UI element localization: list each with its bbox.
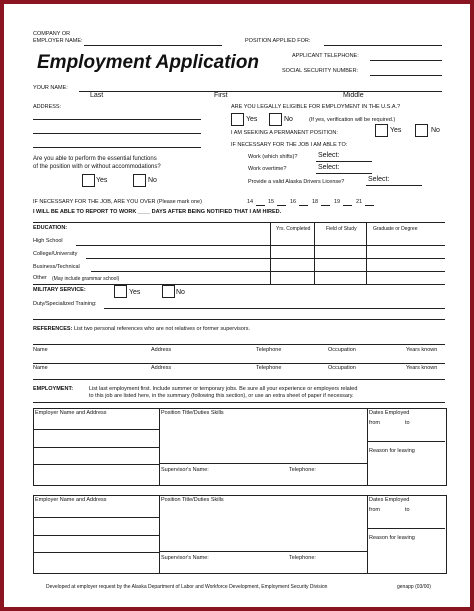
employment-text-2: to this job are listed here, in the summary (following this section), or use an extra sheet of paper if necessary. — [89, 393, 354, 399]
telephone-1-label: Telephone: — [289, 467, 316, 473]
your-name-label: YOUR NAME: — [33, 85, 68, 91]
ssn-field[interactable] — [370, 75, 442, 76]
address-line-1[interactable] — [33, 119, 201, 120]
permanent-yes-checkbox[interactable] — [375, 124, 388, 137]
age-16[interactable]: 16 — [290, 199, 297, 205]
footer-code: genapp (03/00) — [397, 584, 431, 590]
to-2-label: to — [405, 507, 410, 513]
reference-1-field[interactable] — [33, 344, 445, 345]
permanent-no-checkbox[interactable] — [415, 124, 428, 137]
ref1-col-years: Years known — [406, 347, 438, 353]
permanent-position-label: I AM SEEKING A PERMANENT POSITION: — [231, 130, 338, 136]
eligible-yes-checkbox[interactable] — [231, 113, 244, 126]
employer-field[interactable] — [84, 45, 222, 46]
functions-yes-label: Yes — [96, 177, 108, 184]
name-field[interactable] — [79, 91, 442, 92]
functions-question-line2: of the position with or without accommodations? — [33, 164, 161, 170]
functions-question-line1: Are you able to perform the essential functions — [33, 156, 157, 162]
shifts-select[interactable]: Select: — [318, 152, 340, 159]
references-intro — [33, 326, 250, 332]
report-to-work-text: I WILL BE ABLE TO REPORT TO WORK ____ DAYS AFTER BEING NOTIFIED THAT I AM HIRED. — [33, 209, 282, 215]
references-title: REFERENCES: — [33, 326, 73, 332]
drivers-license-label: Provide a valid Alaska Drivers License? — [248, 179, 345, 185]
ref2-col-years: Years known — [406, 365, 438, 371]
edu-row-business-technical: Business/Technical — [33, 264, 80, 270]
footer-text: Developed at employer request by the Alaska Department of Labor and Workforce Development, Employment Security Division — [46, 584, 328, 590]
supervisor-2-label: Supervisor's Name: — [161, 555, 209, 561]
from-2-label: from — [369, 507, 380, 513]
page-title: Employment Application — [37, 52, 260, 73]
education-title: EDUCATION: — [33, 225, 68, 231]
permanent-yes-label: Yes — [390, 127, 402, 134]
age-question: IF NECESSARY FOR THE JOB, ARE YOU OVER (Please mark one) — [33, 199, 202, 205]
age-14[interactable]: 14 — [247, 199, 254, 205]
ref2-col-address: Address — [151, 365, 172, 371]
employer-label: EMPLOYER NAME: — [33, 38, 83, 44]
eligibility-question: ARE YOU LEGALLY ELIGIBLE FOR EMPLOYMENT IN THE U.S.A.? — [231, 104, 401, 110]
age-15[interactable]: 15 — [268, 199, 275, 205]
permanent-no-label: No — [431, 127, 440, 134]
dates-2-label: Dates Employed — [369, 497, 410, 503]
address-line-2[interactable] — [33, 133, 201, 134]
col-years-completed: Yrs. Completed — [276, 226, 311, 232]
ref2-col-occupation: Occupation — [328, 365, 356, 371]
verification-note: (If yes, verification will be required.) — [309, 117, 396, 123]
reason-2-label: Reason for leaving — [369, 535, 415, 541]
ref1-col-occupation: Occupation — [328, 347, 356, 353]
ref2-col-name: Name — [33, 365, 48, 371]
address-line-3[interactable] — [33, 147, 201, 148]
functions-no-label: No — [148, 177, 157, 184]
edu-row-other: Other — [33, 275, 47, 281]
other-note: (May include grammar school) — [52, 276, 120, 282]
employer-1-label: Employer Name and Address — [35, 410, 107, 416]
military-no-checkbox[interactable] — [162, 285, 175, 298]
military-no-label: No — [176, 289, 185, 296]
military-yes-checkbox[interactable] — [114, 285, 127, 298]
ssn-label: SOCIAL SECURITY NUMBER: — [282, 68, 359, 74]
application-page — [4, 4, 470, 607]
able-to-label: IF NECESSARY FOR THE JOB I AM ABLE TO: — [231, 142, 348, 148]
edu-row-high-school: High School — [33, 238, 63, 244]
middle-name-label: Middle — [343, 92, 364, 99]
license-select[interactable]: Select: — [368, 176, 390, 183]
position-2-label: Position Title/Duties Skills — [161, 497, 224, 503]
applicant-phone-field[interactable] — [370, 60, 442, 61]
ref1-col-address: Address — [151, 347, 172, 353]
eligible-yes-label: Yes — [246, 116, 258, 123]
position-1-label: Position Title/Duties Skills — [161, 410, 224, 416]
employment-text-1: List last employment first. Include summer or temporary jobs. Be sure all your experience or employers related — [89, 386, 358, 392]
first-name-label: First — [214, 92, 228, 99]
age-19[interactable]: 19 — [334, 199, 341, 205]
ref1-col-telephone: Telephone — [256, 347, 282, 353]
applicant-phone-label: APPLICANT TELEPHONE: — [292, 53, 359, 59]
duty-training-label: Duty/Specialized Training: — [33, 301, 97, 307]
to-1-label: to — [405, 420, 410, 426]
work-overtime-label: Work overtime? — [248, 166, 287, 172]
supervisor-1-label: Supervisor's Name: — [161, 467, 209, 473]
work-shifts-label: Work (which shifts)? — [248, 154, 298, 160]
age-21[interactable]: 21 — [356, 199, 363, 205]
functions-yes-checkbox[interactable] — [82, 174, 95, 187]
position-applied-field[interactable] — [324, 45, 442, 46]
position-applied-label: POSITION APPLIED FOR: — [245, 38, 311, 44]
eligible-no-checkbox[interactable] — [269, 113, 282, 126]
references-text: List two personal references who are not relatives or former supervisors. — [73, 326, 251, 332]
eligible-no-label: No — [284, 116, 293, 123]
employment-title: EMPLOYMENT: — [33, 386, 74, 392]
company-label: COMPANY OR — [33, 31, 71, 37]
overtime-select[interactable]: Select: — [318, 164, 340, 171]
military-label: MILITARY SERVICE: — [33, 287, 86, 293]
address-label: ADDRESS: — [33, 104, 62, 110]
telephone-2-label: Telephone: — [289, 555, 316, 561]
functions-no-checkbox[interactable] — [133, 174, 146, 187]
last-name-label: Last — [90, 92, 104, 99]
age-18[interactable]: 18 — [312, 199, 319, 205]
dates-1-label: Dates Employed — [369, 410, 410, 416]
military-yes-label: Yes — [129, 289, 141, 296]
employer-2-label: Employer Name and Address — [35, 497, 107, 503]
ref2-col-telephone: Telephone — [256, 365, 282, 371]
reference-2-field[interactable] — [33, 363, 445, 364]
col-graduate-degree: Graduate or Degree — [373, 226, 418, 232]
duty-training-field[interactable] — [104, 308, 445, 309]
from-1-label: from — [369, 420, 380, 426]
ref1-col-name: Name — [33, 347, 48, 353]
edu-row-college: College/University — [33, 251, 78, 257]
reason-1-label: Reason for leaving — [369, 448, 415, 454]
col-field-of-study: Field of Study — [326, 226, 357, 232]
